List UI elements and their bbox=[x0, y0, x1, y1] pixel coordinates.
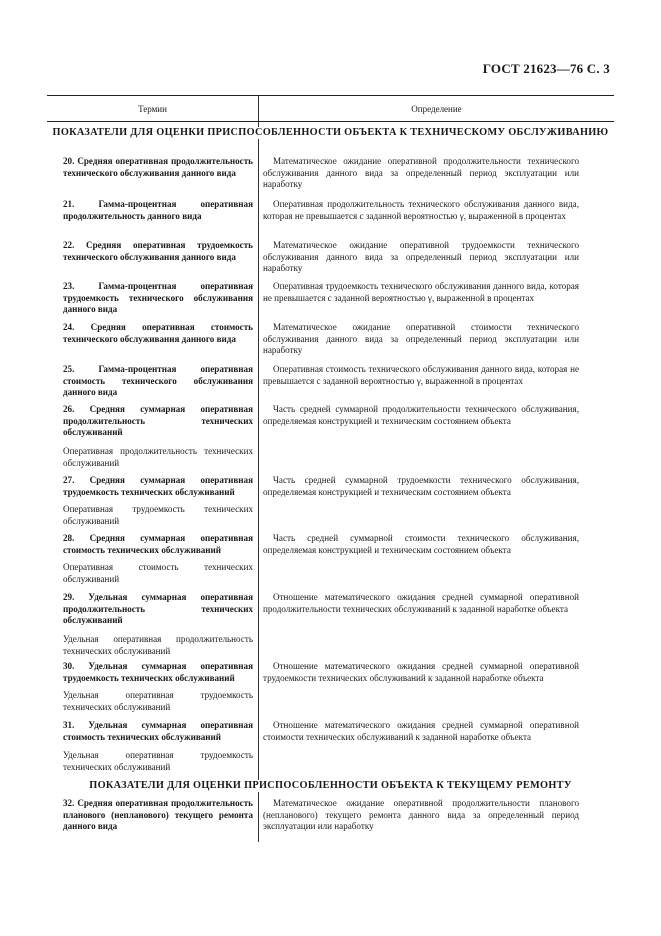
term-22: 22. Средняя оперативная трудоемкость технического обслуживания данного вида bbox=[63, 240, 253, 262]
definition-32: Математическое ожидание оперативной продолжительности планового (непланового) текущего ремонта данного вида за определенный период эксплуатации или наработку bbox=[263, 798, 579, 832]
column-divider bbox=[258, 95, 259, 842]
term-29: 29. Удельная суммарная оперативная продолжительность технических обслуживаний bbox=[63, 592, 253, 626]
definition-26: Часть средней суммарной продолжительности технического обслуживания, определяемая конструкцией и техническим состоянием объекта bbox=[263, 404, 579, 426]
term-29-subterm: Удельная оперативная продолжительность технических обслуживаний bbox=[63, 634, 253, 656]
page-header: ГОСТ 21623—76 С. 3 bbox=[482, 61, 610, 76]
definition-24: Математическое ожидание оперативной стоимости технического обслуживания данного вида за определенный период эксплуатации или наработку bbox=[263, 322, 579, 356]
column-header-term: Термин bbox=[138, 104, 167, 114]
section-title-repair: ПОКАЗАТЕЛИ ДЛЯ ОЦЕНКИ ПРИСПОСОБЛЕННОСТИ ОБЪЕКТА К ТЕКУЩЕМУ РЕМОНТУ bbox=[47, 780, 614, 792]
term-23: 23. Гамма-процентная оперативная трудоемкость технического обслуживания данного вида bbox=[63, 281, 253, 315]
term-27: 27. Средняя суммарная оперативная трудоемкость технических обслуживаний bbox=[63, 475, 253, 497]
column-header-definition: Определение bbox=[411, 104, 462, 114]
definition-31: Отношение математического ожидания средней суммарной оперативной стоимости технических обслуживаний к заданной наработке объекта bbox=[263, 720, 579, 742]
term-30: 30. Удельная суммарная оперативная трудоемкость технических обслуживаний bbox=[63, 661, 253, 683]
definition-21: Оперативная продолжительность технического обслуживания данного вида, которая не превышается с заданной вероятностью γ, выраженной в процентах bbox=[263, 199, 579, 221]
section-title-maintenance: ПОКАЗАТЕЛИ ДЛЯ ОЦЕНКИ ПРИСПОСОБЛЕННОСТИ ОБЪЕКТА К ТЕХНИЧЕСКОМУ ОБСЛУЖИВАНИЮ bbox=[47, 127, 614, 139]
term-20: 20. Средняя оперативная продолжительность технического обслуживания данного вида bbox=[63, 156, 253, 178]
term-24: 24. Средняя оперативная стоимость технического обслуживания данного вида bbox=[63, 322, 253, 344]
definition-23: Оперативная трудоемкость технического обслуживания данного вида, которая не превышается с заданной вероятностью γ, выраженной в процентах bbox=[263, 281, 579, 303]
table-top-rule bbox=[47, 95, 614, 96]
definition-27: Часть средней суммарной трудоемкости технического обслуживания, определяемая конструкцией и техническим состоянием объекта bbox=[263, 475, 579, 497]
definition-29: Отношение математического ожидания средней суммарной оперативной продолжительности технических обслуживаний к заданной наработке объекта bbox=[263, 592, 579, 614]
term-21: 21. Гамма-процентная оперативная продолжительность данного вида bbox=[63, 199, 253, 221]
definition-22: Математическое ожидание оперативной трудоемкости технического обслуживания данного вида за определенный период эксплуатации или наработку bbox=[263, 240, 579, 274]
definition-25: Оперативная стоимость технического обслуживания данного вида, которая не превышается с заданной вероятностью γ, выраженной в процентах bbox=[263, 364, 579, 386]
definition-20: Математическое ожидание оперативной продолжительности технического обслуживания данного вида за определенный период эксплуатации или наработку bbox=[263, 156, 579, 190]
term-25: 25. Гамма-процентная оперативная стоимость технического обслуживания данного вида bbox=[63, 364, 253, 398]
term-28-subterm: Оперативная стоимость технических обслуживаний bbox=[63, 562, 253, 584]
definition-30: Отношение математического ожидания средней суммарной оперативной трудоемкости технических обслуживаний к заданной наработке объекта bbox=[263, 661, 579, 683]
term-31-subterm: Удельная оперативная трудоемкость технических обслуживаний bbox=[63, 750, 253, 772]
term-26-subterm: Оперативная продолжительность технических обслуживаний bbox=[63, 446, 253, 468]
term-27-subterm: Оперативная трудоемкость технических обслуживаний bbox=[63, 504, 253, 526]
term-26: 26. Средняя суммарная оперативная продолжительность технических обслуживаний bbox=[63, 404, 253, 438]
term-28: 28. Средняя суммарная оперативная стоимость технических обслуживаний bbox=[63, 533, 253, 555]
term-30-subterm: Удельная оперативная трудоемкость технических обслуживаний bbox=[63, 690, 253, 712]
header-rule bbox=[47, 121, 614, 122]
term-32: 32. Средняя оперативная продолжительность планового (непланового) текущего ремонта данного вида bbox=[63, 798, 253, 832]
term-31: 31. Удельная суммарная оперативная стоимость технических обслуживаний bbox=[63, 720, 253, 742]
definition-28: Часть средней суммарной стоимости технического обслуживания, определяемая конструкцией и техническим состоянием объекта bbox=[263, 533, 579, 555]
